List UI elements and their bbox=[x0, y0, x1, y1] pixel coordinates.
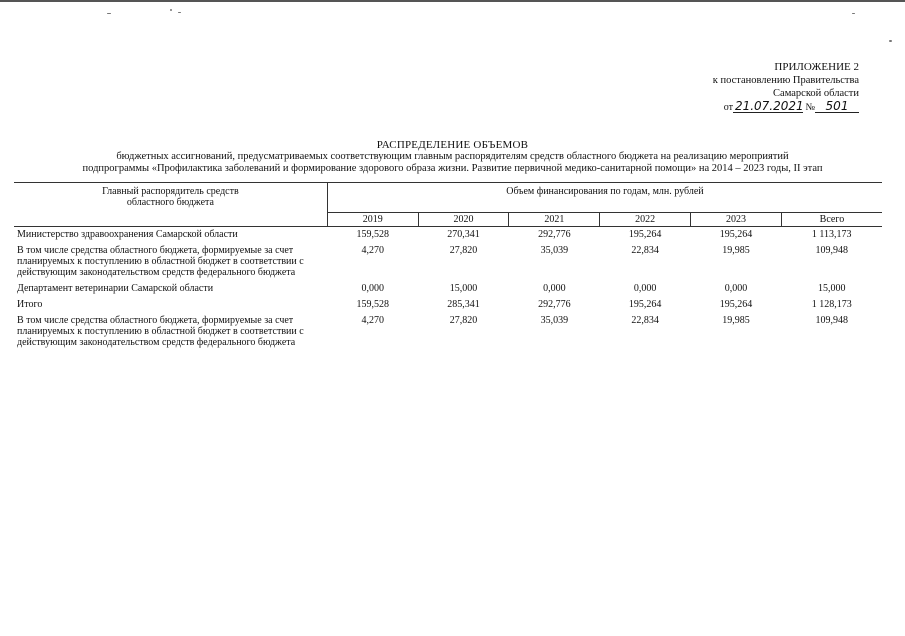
cell-value: 4,270 bbox=[361, 315, 384, 326]
scan-speck bbox=[889, 40, 892, 42]
appendix-line: Самарской области bbox=[773, 88, 859, 99]
cell-value: 195,264 bbox=[719, 299, 753, 310]
number-label: № bbox=[805, 102, 815, 113]
row-label: Министерство здравоохранения Самарской области bbox=[17, 229, 238, 240]
cell-total: 15,000 bbox=[817, 283, 846, 294]
header-year: 2021 bbox=[509, 213, 600, 227]
appendix-block bbox=[639, 61, 859, 114]
cell-value: 0,000 bbox=[724, 283, 748, 294]
cell-value: 35,039 bbox=[540, 315, 569, 326]
appendix-line: к постановлению Правительства bbox=[712, 75, 859, 86]
heading-line: бюджетных ассигнований, предусматриваемых соответствующим главным распорядителям средств областного бюджета на реализацию мероприятий bbox=[116, 151, 789, 162]
cell-value: 195,264 bbox=[719, 229, 753, 240]
handwritten-date: 21.07.2021 bbox=[734, 99, 804, 113]
scan-speck bbox=[178, 12, 181, 13]
cell-value: 159,528 bbox=[356, 229, 389, 240]
row-label: Департамент ветеринарии Самарской области bbox=[17, 283, 214, 294]
cell-total: 1 128,173 bbox=[811, 299, 852, 310]
header-main bbox=[14, 183, 327, 227]
document-title: РАСПРЕДЕЛЕНИЕ ОБЪЕМОВ bbox=[376, 139, 529, 151]
cell-value: 270,341 bbox=[447, 229, 480, 240]
cell-value: 19,985 bbox=[722, 315, 750, 326]
cell-value: 27,820 bbox=[449, 315, 478, 326]
header-main-line: областного бюджета bbox=[126, 197, 214, 208]
header-year: 2020 bbox=[418, 213, 509, 227]
appendix-date-line bbox=[639, 100, 859, 114]
cell-value: 292,776 bbox=[538, 229, 571, 240]
cell-value: 0,000 bbox=[543, 283, 566, 294]
heading-line: подпрограммы «Профилактика заболеваний и формирование здорового образа жизни. Развитие первичной медико-санитарной помощи» на 2014 – 2023 годы, II этап bbox=[82, 163, 823, 174]
cell-value: 292,776 bbox=[538, 299, 571, 310]
cell-value: 0,000 bbox=[633, 283, 657, 294]
cell-total: 109,948 bbox=[815, 315, 848, 326]
header-main-line: Главный распорядитель средств bbox=[102, 186, 239, 197]
row-label: В том числе средства областного бюджета, формируемые за счет планируемых к поступлению в областной бюджет в соответствии с действующим законодательством средств федерального бюджета bbox=[17, 315, 304, 348]
cell-value: 0,000 bbox=[361, 283, 384, 294]
handwritten-number: 501 bbox=[815, 100, 859, 113]
header-funding: Объем финансирования по годам, млн. рублей bbox=[327, 183, 882, 213]
row-label: В том числе средства областного бюджета, формируемые за счет планируемых к поступлению в областной бюджет в соответствии с действующим законодательством средств федерального бюджета bbox=[17, 245, 304, 278]
budget-table bbox=[14, 182, 882, 352]
cell-value: 35,039 bbox=[540, 245, 569, 256]
row-label: Итого bbox=[17, 299, 43, 310]
cell-value: 22,834 bbox=[631, 245, 659, 256]
date-prefix: от bbox=[723, 102, 733, 113]
table-row bbox=[14, 282, 882, 298]
header-year: 2023 bbox=[691, 213, 782, 227]
appendix-title: ПРИЛОЖЕНИЕ 2 bbox=[774, 61, 859, 73]
cell-value: 27,820 bbox=[449, 245, 478, 256]
cell-value: 19,985 bbox=[722, 245, 750, 256]
cell-value: 4,270 bbox=[361, 245, 384, 256]
cell-total: 1 113,173 bbox=[811, 229, 852, 240]
cell-value: 285,341 bbox=[447, 299, 480, 310]
cell-total: 109,948 bbox=[815, 245, 848, 256]
cell-value: 15,000 bbox=[449, 283, 478, 294]
header-year: 2019 bbox=[327, 213, 418, 227]
cell-value: 195,264 bbox=[628, 229, 662, 240]
scan-speck bbox=[107, 13, 111, 14]
table-row bbox=[14, 314, 882, 352]
cell-value: 159,528 bbox=[356, 299, 389, 310]
scan-speck bbox=[170, 9, 172, 11]
scan-speck bbox=[852, 13, 855, 14]
header-year: 2022 bbox=[600, 213, 691, 227]
scan-edge-line bbox=[0, 0, 905, 2]
header-total: Всего bbox=[781, 213, 882, 227]
document-heading bbox=[0, 139, 905, 175]
table-row bbox=[14, 227, 882, 245]
cell-value: 195,264 bbox=[628, 299, 662, 310]
table-row bbox=[14, 244, 882, 282]
cell-value: 22,834 bbox=[631, 315, 659, 326]
table-row bbox=[14, 298, 882, 314]
